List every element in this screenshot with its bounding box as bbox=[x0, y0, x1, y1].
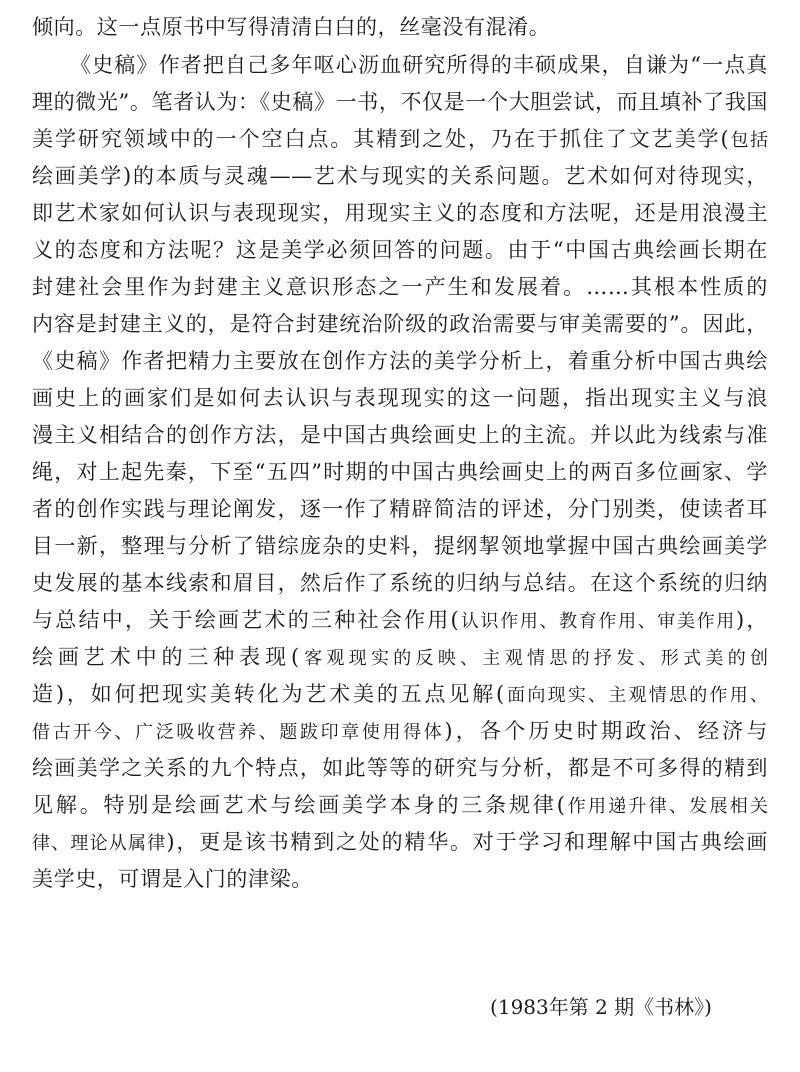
text-line bbox=[32, 603, 768, 637]
text-line bbox=[32, 714, 768, 748]
text-line: 绘画美学)的本质与灵魂——艺术与现实的关系问题。艺术如何对待现实， bbox=[32, 164, 768, 188]
annotation-text: 作用递升律、发展相关 bbox=[565, 796, 768, 817]
text-segment: 与总结中，关于绘画艺术的三种社会作用( bbox=[32, 608, 460, 632]
text-line: 即艺术家如何认识与表现现实，用现实主义的态度和方法呢，还是用浪漫主 bbox=[32, 201, 768, 225]
annotation-text: 面向现实、主观情思的作用、 bbox=[504, 685, 769, 706]
text-line: 内容是封建主义的，是符合封建统治阶级的政治需要与审美需要的”。因此， bbox=[32, 312, 768, 336]
text-segment: 美学研究领域中的一个空白点。其精到之处，乃在于抓住了文艺美学( bbox=[32, 127, 730, 151]
text-line bbox=[32, 825, 768, 859]
text-line bbox=[32, 788, 768, 822]
text-line bbox=[32, 640, 768, 674]
text-segment: )，各个历史时期政治、经济与 bbox=[444, 719, 769, 743]
text-line: 封建社会里作为封建主义意识形态之一产生和发展着。……其根本性质的 bbox=[32, 275, 768, 299]
text-line: 《史稿》作者把精力主要放在创作方法的美学分析上，着重分析中国古典绘 bbox=[32, 349, 768, 373]
text-segment: )，更是该书精到之处的精华。对于学习和理解中国古典绘画 bbox=[166, 830, 769, 854]
text-segment: 绘画艺术中的三种表现( bbox=[32, 645, 300, 669]
text-line: 画史上的画家们是如何去认识与表现现实的这一问题，指出现实主义与浪 bbox=[32, 386, 768, 410]
text-line: 绘画美学之关系的九个特点，如此等等的研究与分析，都是不可多得的精到 bbox=[32, 756, 768, 780]
text-line: 者的创作实践与理论阐发，逐一作了精辟简洁的评述，分门别类，使读者耳 bbox=[32, 497, 768, 521]
text-line: 绳，对上起先秦，下至“五四”时期的中国古典绘画史上的两百多位画家、学 bbox=[32, 460, 768, 484]
text-line: 目一新，整理与分析了错综庞杂的史料，提纲挈领地掌握中国古典绘画美学 bbox=[32, 534, 768, 558]
annotation-text: 律、理论从属律 bbox=[32, 833, 167, 854]
source-citation: (1983年第 2 期《书林》) bbox=[490, 995, 712, 1019]
text-line: 倾向。这一点原书中写得清清白白的，丝毫没有混淆。 bbox=[32, 15, 551, 39]
text-line: 漫主义相结合的创作方法，是中国古典绘画史上的主流。并以此为线索与准 bbox=[32, 423, 768, 447]
text-line bbox=[32, 122, 768, 156]
text-line: 理的微光”。笔者认为：《史稿》一书，不仅是一个大胆尝试，而且填补了我国 bbox=[32, 90, 768, 114]
text-line: 义的态度和方法呢？这是美学必须回答的问题。由于“中国古典绘画长期在 bbox=[32, 238, 768, 262]
annotation-text: 包括 bbox=[729, 130, 768, 151]
text-segment: )， bbox=[735, 608, 769, 632]
text-line: 《史稿》作者把自己多年呕心沥血研究所得的丰硕成果，自谦为“一点真 bbox=[70, 53, 768, 77]
text-line: 史发展的基本线索和眉目，然后作了系统的归纳与总结。在这个系统的归纳 bbox=[32, 571, 768, 595]
annotation-text: 认识作用、教育作用、审美作用 bbox=[459, 611, 736, 632]
annotation-text: 借古开今、广泛吸收营养、题跋印章使用得体 bbox=[32, 722, 445, 743]
text-segment: 见解。特别是绘画艺术与绘画美学本身的三条规律( bbox=[32, 793, 566, 817]
text-line bbox=[32, 677, 768, 711]
text-segment: 造)，如何把现实美转化为艺术美的五点见解( bbox=[32, 682, 505, 706]
annotation-text: 客观现实的反映、主观情思的抒发、形式美的创 bbox=[299, 648, 768, 669]
text-line: 美学史，可谓是入门的津梁。 bbox=[32, 867, 313, 891]
